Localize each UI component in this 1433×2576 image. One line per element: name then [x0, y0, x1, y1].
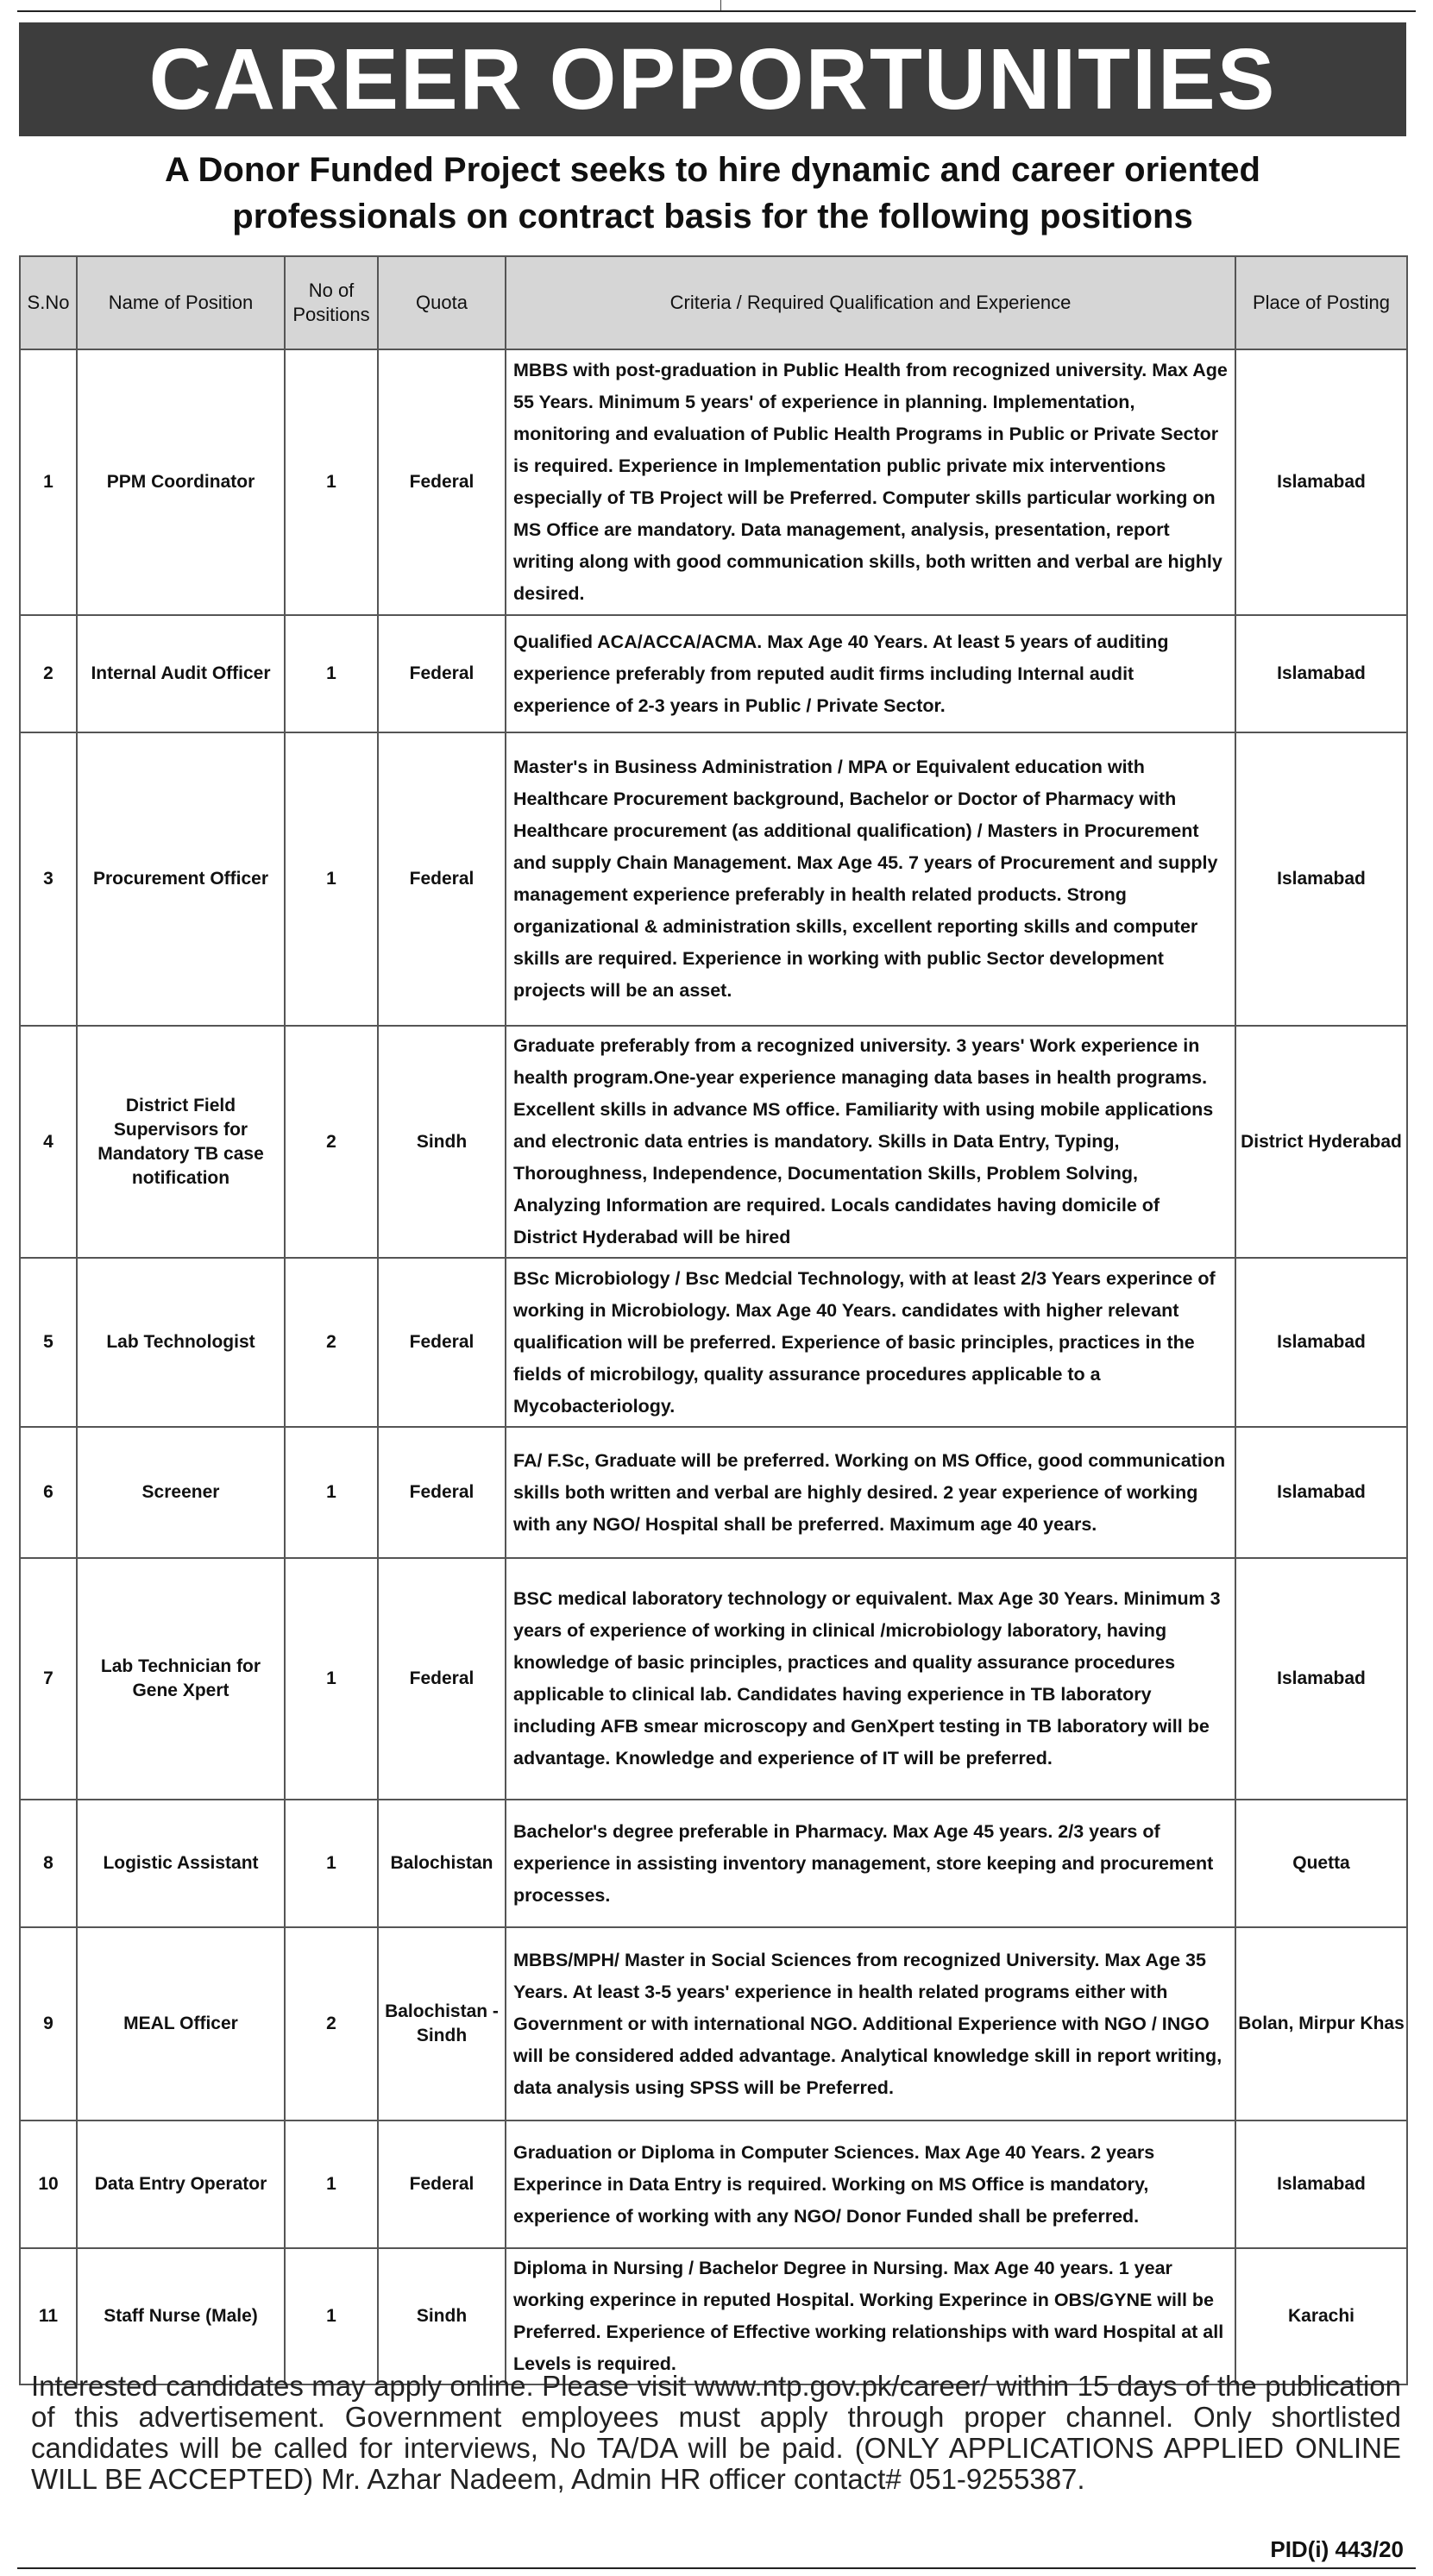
cell-sno: 4	[20, 1026, 77, 1258]
cell-posting: Islamabad	[1235, 2120, 1407, 2248]
cell-quota: Federal	[378, 1258, 506, 1427]
table-row	[20, 2120, 1407, 2248]
cell-posting: Islamabad	[1235, 615, 1407, 732]
table-row	[20, 615, 1407, 732]
subtitle	[19, 147, 1406, 240]
subtitle-line-2: professionals on contract basis for the following positions	[232, 198, 1193, 236]
cell-position: MEAL Officer	[77, 1927, 285, 2120]
table-row	[20, 1427, 1407, 1558]
cell-criteria: MBBS/MPH/ Master in Social Sciences from recognized University. Max Age 35 Years. At least 3-5 years' experience in health related programs either with Government or with international NGO. Additional Experience with NGO / INGO will be considered added advantage. Analytical knowledge skill in report writing, data analysis using SPSS will be Preferred.	[506, 1927, 1235, 2120]
table-row	[20, 1558, 1407, 1800]
cell-criteria: BSc Microbiology / Bsc Medcial Technology, with at least 2/3 Years experince of working in Microbiology. Max Age 40 Years. candidates with higher relevant qualification will be preferred. Experience of basic principles, practices in the fields of microbilogy, quality assurance procedures applicable to a Mycobacteriology.	[506, 1258, 1235, 1427]
cell-posting: Quetta	[1235, 1800, 1407, 1927]
cell-sno: 7	[20, 1558, 77, 1800]
cell-count: 1	[285, 615, 378, 732]
cell-position: Lab Technologist	[77, 1258, 285, 1427]
table-row	[20, 1927, 1407, 2120]
cell-position: Data Entry Operator	[77, 2120, 285, 2248]
top-divider-tick	[720, 0, 721, 10]
cell-criteria: Bachelor's degree preferable in Pharmacy. Max Age 45 years. 2/3 years of experience in assisting inventory management, store keeping and procurement processes.	[506, 1800, 1235, 1927]
table-row	[20, 1258, 1407, 1427]
cell-position: District Field Supervisors for Mandatory TB case notification	[77, 1026, 285, 1258]
cell-position: Logistic Assistant	[77, 1800, 285, 1927]
cell-criteria: Graduate preferably from a recognized university. 3 years' Work experience in health program.One-year experience managing data bases in health programs. Excellent skills in advance MS office. Familiarity with using mobile applications and electronic data entries is mandatory. Skills in Data Entry, Typing, Thoroughness, Independence, Documentation Skills, Problem Solving, Analyzing Information are required. Locals candidates having domicile of District Hyderabad will be hired	[506, 1026, 1235, 1258]
cell-posting: Islamabad	[1235, 1558, 1407, 1800]
cell-position: Lab Technician for Gene Xpert	[77, 1558, 285, 1800]
cell-sno: 9	[20, 1927, 77, 2120]
cell-sno: 11	[20, 2248, 77, 2384]
positions-table	[19, 255, 1408, 2385]
cell-criteria: BSC medical laboratory technology or equivalent. Max Age 30 Years. Minimum 3 years of experience of working in clinical /microbiology laboratory, having knowledge of basic principles, practices and quality assurance procedures applicable to clinical lab. Candidates having experience in TB laboratory including AFB smear microscopy and GenXpert testing in TB laboratory will be advantage. Knowledge and experience of IT will be preferred.	[506, 1558, 1235, 1800]
cell-position: Internal Audit Officer	[77, 615, 285, 732]
cell-criteria: Diploma in Nursing / Bachelor Degree in Nursing. Max Age 40 years. 1 year working experince in reputed Hospital. Working Experince in OBS/GYNE will be Preferred. Experience of Effective working relationships with ward Hospital at all Levels is required.	[506, 2248, 1235, 2384]
cell-sno: 1	[20, 349, 77, 615]
cell-count: 1	[285, 2248, 378, 2384]
cell-sno: 3	[20, 732, 77, 1026]
cell-posting: Bolan, Mirpur Khas	[1235, 1927, 1407, 2120]
cell-quota: Sindh	[378, 2248, 506, 2384]
cell-count: 2	[285, 1258, 378, 1427]
page-title: CAREER OPPORTUNITIES	[19, 22, 1406, 136]
cell-count: 1	[285, 1800, 378, 1927]
cell-quota: Balochistan	[378, 1800, 506, 1927]
cell-quota: Sindh	[378, 1026, 506, 1258]
cell-position: Screener	[77, 1427, 285, 1558]
cell-sno: 2	[20, 615, 77, 732]
cell-sno: 8	[20, 1800, 77, 1927]
col-header-sno: S.No	[20, 256, 77, 349]
cell-posting: Karachi	[1235, 2248, 1407, 2384]
cell-posting: Islamabad	[1235, 732, 1407, 1026]
cell-sno: 5	[20, 1258, 77, 1427]
cell-quota: Federal	[378, 615, 506, 732]
col-header-posting: Place of Posting	[1235, 256, 1407, 349]
col-header-count: No of Positions	[285, 256, 378, 349]
table-row	[20, 1800, 1407, 1927]
subtitle-line-1: A Donor Funded Project seeks to hire dynamic and career oriented	[165, 151, 1260, 189]
cell-criteria: Master's in Business Administration / MPA or Equivalent education with Healthcare Procurement background, Bachelor or Doctor of Pharmacy with Healthcare procurement (as additional qualification) / Masters in Procurement and supply Chain Management. Max Age 45. 7 years of Procurement and supply management experience preferably in health related products. Strong organizational & administration skills, excellent reporting skills and computer skills are required. Experience in working with public Sector development projects will be an asset.	[506, 732, 1235, 1026]
col-header-criteria: Criteria / Required Qualification and Experience	[506, 256, 1235, 349]
pid-number: PID(i) 443/20	[1270, 2536, 1404, 2562]
cell-count: 2	[285, 1026, 378, 1258]
cell-criteria: Graduation or Diploma in Computer Sciences. Max Age 40 Years. 2 years Experince in Data Entry is required. Working on MS Office is mandatory, experience of working with any NGO/ Donor Funded shall be preferred.	[506, 2120, 1235, 2248]
top-rule	[17, 10, 1416, 12]
cell-criteria: MBBS with post-graduation in Public Health from recognized university. Max Age 55 Years. Minimum 5 years' of experience in planning. Implementation, monitoring and evaluation of Public Health Programs in Public or Private Sector is required. Experience in Implementation public private mix interventions especially of TB Project will be Preferred. Computer skills particular working on MS Office are mandatory. Data management, analysis, presentation, report writing along with good communication skills, both written and verbal are highly desired.	[506, 349, 1235, 615]
cell-count: 1	[285, 732, 378, 1026]
cell-count: 1	[285, 1427, 378, 1558]
cell-posting: District Hyderabad	[1235, 1026, 1407, 1258]
cell-sno: 10	[20, 2120, 77, 2248]
cell-quota: Federal	[378, 2120, 506, 2248]
cell-quota: Balochistan - Sindh	[378, 1927, 506, 2120]
table-row	[20, 732, 1407, 1026]
cell-position: PPM Coordinator	[77, 349, 285, 615]
cell-count: 1	[285, 349, 378, 615]
cell-count: 1	[285, 2120, 378, 2248]
cell-position: Procurement Officer	[77, 732, 285, 1026]
col-header-position: Name of Position	[77, 256, 285, 349]
cell-count: 2	[285, 1927, 378, 2120]
cell-posting: Islamabad	[1235, 349, 1407, 615]
cell-quota: Federal	[378, 732, 506, 1026]
cell-count: 1	[285, 1558, 378, 1800]
cell-position: Staff Nurse (Male)	[77, 2248, 285, 2384]
cell-posting: Islamabad	[1235, 1427, 1407, 1558]
cell-quota: Federal	[378, 1427, 506, 1558]
table-row	[20, 2248, 1407, 2384]
cell-criteria: Qualified ACA/ACCA/ACMA. Max Age 40 Years. At least 5 years of auditing experience preferably from reputed audit firms including Internal audit experience of 2-3 years in Public / Private Sector.	[506, 615, 1235, 732]
cell-quota: Federal	[378, 349, 506, 615]
cell-posting: Islamabad	[1235, 1258, 1407, 1427]
bottom-rule	[17, 2567, 1416, 2569]
table-row	[20, 1026, 1407, 1258]
cell-sno: 6	[20, 1427, 77, 1558]
application-instructions: Interested candidates may apply online. Please visit www.ntp.gov.pk/career/ within 15 days of the publication of this advertisement. Government employees must apply through proper channel. Only shortlisted candidates will be called for interviews, No TA/DA will be paid. (ONLY APPLICATIONS APPLIED ONLINE WILL BE ACCEPTED) Mr. Azhar Nadeem, Admin HR officer contact# 051-9255387.	[31, 2370, 1401, 2495]
table-header-row	[20, 256, 1407, 349]
cell-quota: Federal	[378, 1558, 506, 1800]
cell-criteria: FA/ F.Sc, Graduate will be preferred. Working on MS Office, good communication skills both written and verbal are highly desired. 2 year experience of working with any NGO/ Hospital shall be preferred. Maximum age 40 years.	[506, 1427, 1235, 1558]
col-header-quota: Quota	[378, 256, 506, 349]
table-row	[20, 349, 1407, 615]
